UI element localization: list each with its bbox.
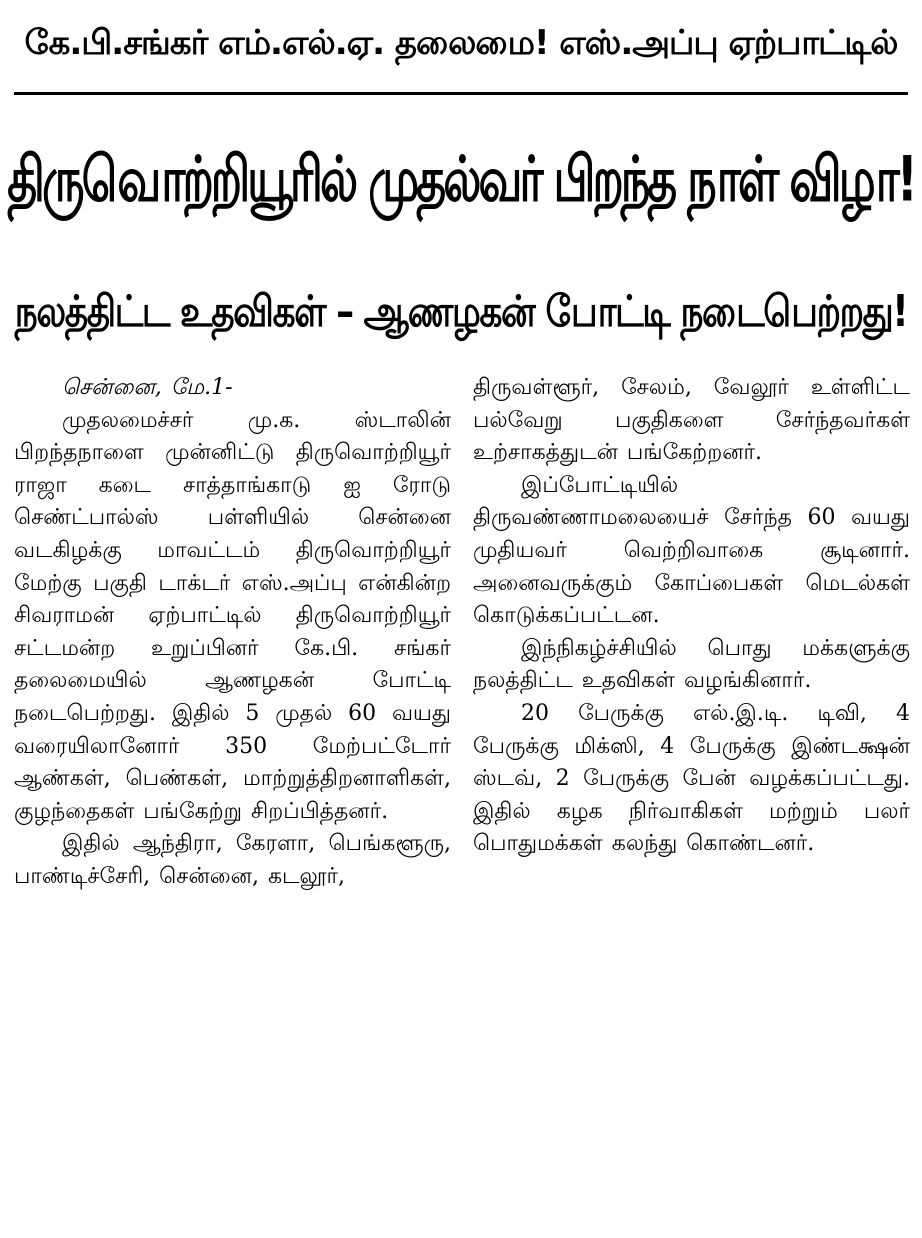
headline: திருவொற்றியூரில் முதல்வர் பிறந்த நாள் விழா! [7,141,915,215]
article-body [14,372,910,1232]
kicker-line: கே.பி.சங்கர் எம்.எல்.ஏ. தலைமை! எஸ்.அப்பு ஏற்பாட்டில் [24,23,898,63]
body-paragraph: திருவள்ளூர், சேலம், வேலூர் உள்ளிட்ட பல்வேறு பகுதிகளை சேர்ந்தவர்கள் உற்சாகத்துடன் பங்கேற்றனர். [473,375,910,466]
left-column [14,372,451,1232]
right-column [473,372,910,1232]
body-paragraph: இப்போட்டியில் திருவண்ணாமலையைச் சேர்ந்த 60 வயது முதியவர் வெற்றிவாகை சூடினார். அனைவருக்கும் கோப்பைகள் மெடல்கள் கொடுக்கப்பட்டன. [473,472,910,629]
body-paragraph: 20 பேருக்கு எல்.இ.டி. டிவி, 4 பேருக்கு மிக்ஸி, 4 பேருக்கு இண்டக்ஷன் ஸ்டவ், 2 பேருக்கு பேன் வழக்கப்பட்டது. இதில் கழக நிர்வாகிகள் மற்றும் பலர் பொதுமக்கள் கலந்து கொண்டனர். [473,700,910,857]
body-paragraph: முதலமைச்சர் மு.க. ஸ்டாலின் பிறந்தநாளை முன்னிட்டு திருவொற்றியூர் ராஜா கடை சாத்தாங்காடு ஐ ரோடு செண்ட்பால்ஸ் பள்ளியில் சென்னை வடகிழக்கு மாவட்டம் திருவொற்றியூர் மேற்கு பகுதி டாக்டர் எஸ்.அப்பு என்கின்ற சிவராமன் ஏற்பாட்டில் திருவொற்றியூர் சட்டமன்ற உறுப்பினர் கே.பி. சங்கர் தலைமையில் ஆணழகன் போட்டி நடைபெற்றது. இதில் 5 முதல் 60 வயது வரையிலானோர் 350 மேற்பட்டோர் ஆண்கள், பெண்கள், மாற்றுத்திறனாளிகள், குழந்தைகள் பங்கேற்று சிறப்பித்தனர். [14,407,451,824]
subheadline: நலத்திட்ட உதவிகள் – ஆணழகன் போட்டி நடைபெற்றது! [14,287,908,337]
body-paragraph: இந்நிகழ்ச்சியில் பொது மக்களுக்கு நலத்திட்ட உதவிகள் வழங்கினார். [473,635,910,694]
dateline: சென்னை, மே.1- [62,375,233,400]
body-paragraph: இதில் ஆந்திரா, கேரளா, பெங்களூரு, பாண்டிச்சேரி, சென்னை, கடலூர், [14,831,451,889]
